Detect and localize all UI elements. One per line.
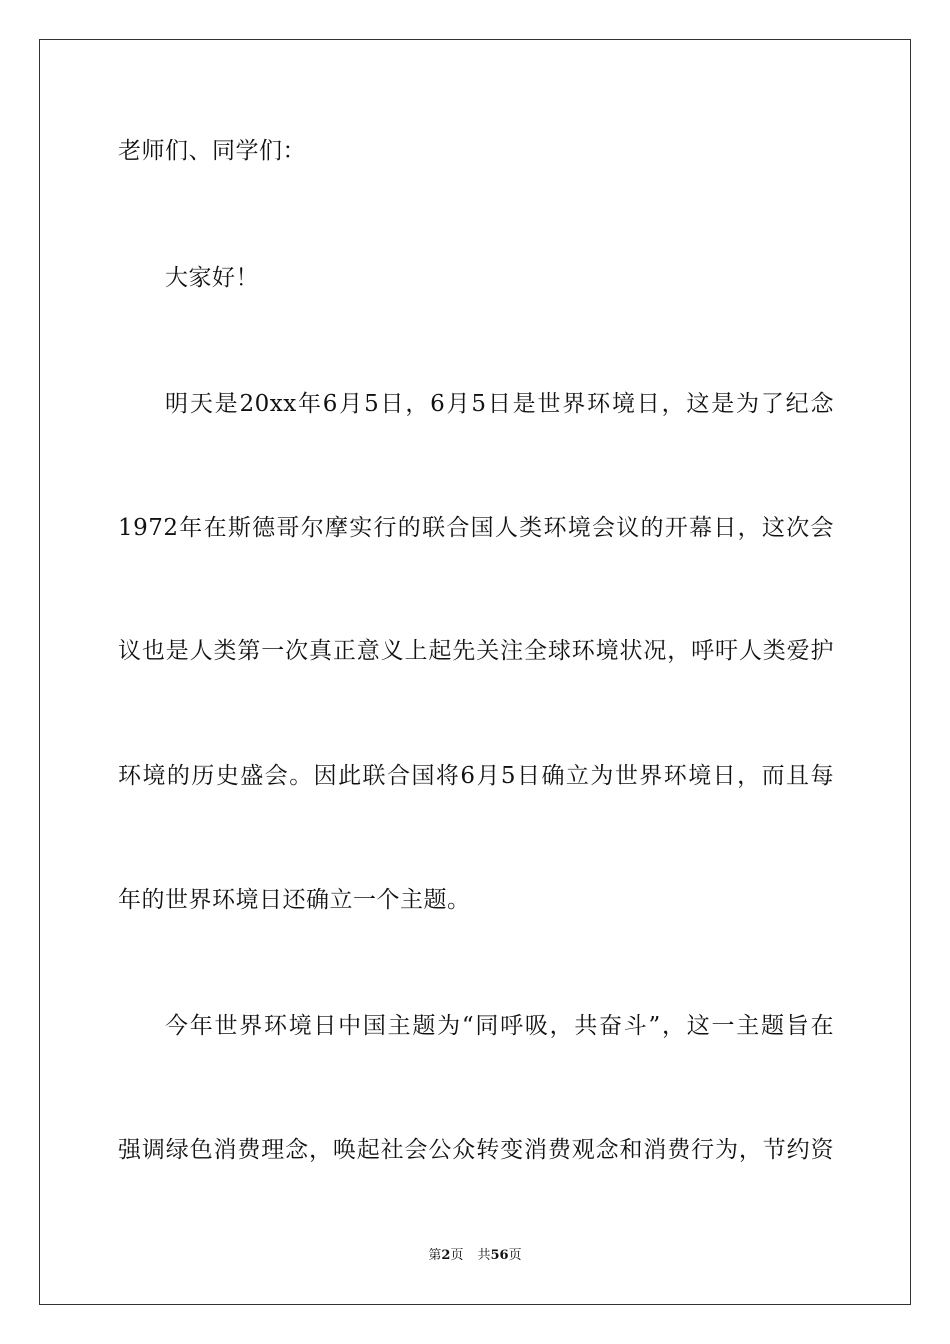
body-line-3: 议也是人类第一次真正意义上起先关注全球环境状况，呼吁人类爱护 xyxy=(118,638,834,664)
footer-total-prefix: 共 xyxy=(477,1248,491,1263)
greeting-line: 大家好！ xyxy=(165,265,259,291)
salutation-line: 老师们、同学们： xyxy=(118,138,306,164)
page-footer xyxy=(0,1247,950,1265)
page-border xyxy=(39,39,911,1305)
body-line-5: 年的世界环境日还确立一个主题。 xyxy=(118,887,471,913)
body-line-1: 明天是20xx年6月5日，6月5日是世界环境日，这是为了纪念 xyxy=(165,391,834,417)
footer-total-pages: 56 xyxy=(490,1248,509,1263)
footer-total-suffix: 页 xyxy=(508,1248,522,1263)
body-line-6: 今年世界环境日中国主题为“同呼吸，共奋斗”，这一主题旨在 xyxy=(165,1013,834,1039)
footer-page-number: 2 xyxy=(441,1248,451,1263)
footer-page-prefix: 第 xyxy=(428,1248,442,1263)
body-line-4: 环境的历史盛会。因此联合国将6月5日确立为世界环境日，而且每 xyxy=(118,763,834,789)
body-line-2: 1972年在斯德哥尔摩实行的联合国人类环境会议的开幕日，这次会 xyxy=(118,515,834,541)
footer-page-suffix: 页 xyxy=(450,1248,464,1263)
body-line-7: 强调绿色消费理念，唤起社会公众转变消费观念和消费行为，节约资 xyxy=(118,1137,834,1163)
